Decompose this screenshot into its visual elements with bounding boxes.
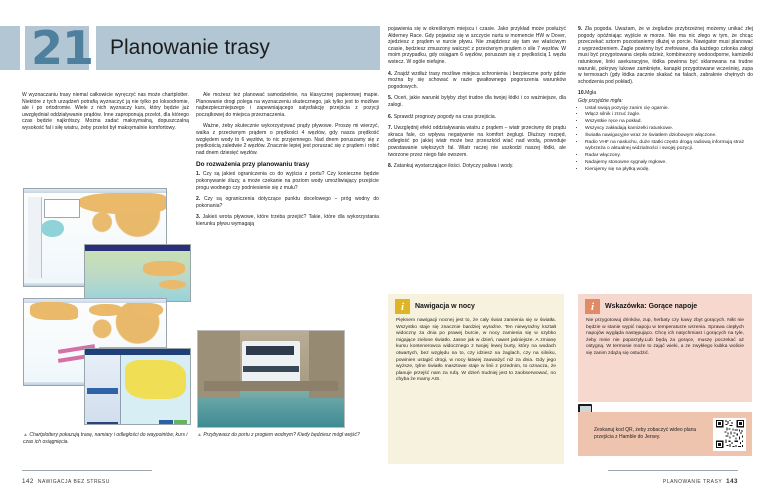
list-item: • Światła nawigacyjne wraz ze światłem dziobowym włączone. — [585, 133, 753, 139]
col4-item-10-lead: Gdy przyjdzie mgła: — [578, 97, 623, 104]
item-text: Mgła — [585, 90, 597, 97]
footer-right — [663, 478, 738, 485]
map-image — [85, 251, 190, 302]
item-text: Zła pogoda. Uważam, że w żegludze przybrzeżnej możemy unikać złej pogody opóźniając wyjście w morze. Nie ma nic złego w tym, że chcąc przeczekać sztorm pozostaniemy dłużej w porcie. Nawigator musi planować z wyprzedzeniem. Żagle powinny być zrefowane, dla każdego członka załogi musi być przygotowana ciepła odzież, kombinezony wodoodporne, kamizelki ratunkowe, linki asekuracyjne, łódka powinna być sklarowana na trudne warunki, pokrywy lukowe zamknięte, kanapki przygotowane wcześniej, zupa w termosach (gdy łódka zacznie skakać na falach, zabraknie chętnych do schodzenia pod pokład). — [578, 26, 753, 85]
col4-item-9 — [578, 26, 753, 85]
item-number: 1. — [196, 171, 201, 178]
item-text: Zatankuj wystarczające ilości. Dotyczy paliwa i wody. — [393, 163, 514, 170]
info-box-body: Nie przygotowuj drinków, zup, herbaty czy kawy zbyt gorących. Nikt nie będzie w stanie wypić napoju w temperaturze wrzenia. Sprawa ciepłych napojów wygląda następująco. Chcę ich natychmiast i gorących na tyle, żeby mnie nie poparzyły.Lub będą za gorące, muszę poczekać aż ostygną. W termosie może to zająć wieki, a ze zwykłego kubka wolicie się zanim zdążą się ostudzić. — [586, 318, 744, 356]
col2-paragraph-1: Ale możesz też planować samodzielnie, na klasycznej papierowej mapie. Planowanie drogi polega na wyznaczeniu skutecznego, jak tylko jest to możliwe najbezpieczniejszego i zapewniającego satysfakcję przejścia z pozycji początkowej do miejsca przeznaczenia. — [196, 92, 379, 118]
col2-figure-caption — [197, 432, 372, 439]
fog-checklist — [578, 106, 753, 174]
chapter-header — [0, 21, 380, 75]
col2-item-1 — [196, 171, 379, 191]
item-text: Czy są ograniczenia dotyczące punktu docelowego – próg wodny do pokonania? — [196, 196, 379, 209]
item-number: 6. — [388, 113, 393, 120]
item-number: 4. — [388, 70, 393, 77]
list-item: • Kierujemy się na płytką wodę. — [585, 167, 753, 173]
footer-left — [22, 478, 110, 485]
column-4 — [578, 26, 753, 174]
plotter-ui-image — [85, 355, 190, 425]
item-number: 10. — [578, 90, 586, 97]
info-icon: i — [395, 299, 410, 314]
chartplotter-screenshot-2 — [84, 244, 191, 302]
col1-paragraph-1: W wyznaczaniu trasy niemal całkowicie wyręczyć nas może chartplotter. Niektóre z tych urządzeń potrafią wyznaczyć ją nie tylko po loksodromie, ale i po ortodromie. Wiele z nich wyznaczy kurs, który będzie już uwzględniał oddziaływanie prądów. Inne zaproponują przelot, dla którego czas będzie najkrótszy. Można zadać maksymalną, dopuszczalną wysokość fal i siłę wiatru, żeby przelot był maksymalnie komfortowy. — [22, 92, 189, 131]
info-icon: i — [585, 299, 600, 314]
item-text: Jakieś wrota pływowe, które trzeba przejść? Takie, które dla wykorzystania kierunku pływu wymagają — [196, 214, 379, 227]
list-item: • Radar włączony. — [585, 153, 753, 159]
column-2 — [196, 92, 379, 233]
chapter-title: Planowanie trasy — [110, 36, 270, 59]
info-box-header — [578, 294, 752, 316]
col3-item-8 — [388, 163, 566, 170]
list-item: • Nadajemy stosowne sygnały mgłowe. — [585, 160, 753, 166]
col3-item-7 — [388, 125, 566, 158]
column-1 — [22, 92, 189, 137]
col2-item-3 — [196, 214, 379, 227]
caption-marker-icon: ▲ — [23, 432, 28, 438]
info-box-night-navigation — [388, 294, 564, 464]
list-item: • Wszyscy zakładają kamizelki ratunkowe. — [585, 126, 753, 132]
item-number: 9. — [578, 26, 583, 32]
item-text: Znajdź wzdłuż trasy możliwe miejsca schronienia i bezpieczne porty gdzie można by się schować w razie gwałtownego pogorszenia warunków pogodowych. — [388, 70, 567, 90]
page-number-right: 143 — [726, 478, 738, 485]
page-number-left: 142 — [22, 478, 34, 485]
info-box-title: Nawigacja w nocy — [415, 303, 475, 310]
book-title-left: NAWIGACJA BEZ STRESU — [37, 479, 110, 485]
item-number: 5. — [388, 95, 393, 102]
info-box-title: Wskazówka: Gorące napoje — [605, 303, 698, 310]
list-item: • Ustal swoją pozycję zanim cię ogarnie. — [585, 106, 753, 112]
col2-caption-text: Przybywasz do portu z progiem wodnym? Kiedy będziesz mógł wejść? — [203, 432, 360, 438]
col3-paragraph-1: pojawienia się w określonym miejscu i czasie. Jako przykład może posłużyć Alderney Race. Gdy pojawisz się w szczycie nurtu w momencie HW w Dover, zjedziesz z prądem w nurcie pływu. Nie znajdziesz się tam we właściwym czasie, będziesz zmuszony walczyć z przeciwnym prądem o sile 7 węzłów. W moim przypadku, gdy osiągam 6 węzłów, poruszam się z prędkością 1 węzła wstecz. W ogóle niefajne. — [388, 26, 566, 65]
qr-callout-text: Zeskanuj kod QR, żeby zobaczyć wideo planu przejścia z Hamble do Jersey. — [594, 427, 697, 440]
col3-item-4 — [388, 71, 566, 91]
qr-callout — [578, 412, 752, 456]
col1-figure-caption — [23, 432, 189, 445]
info-box-hot-drinks — [578, 294, 752, 402]
qr-code-icon[interactable] — [713, 418, 746, 451]
item-text: Oceń, jakie warunki byłyby zbyt trudne dla twojej łódki i co ważniejsze, dla załogi. — [388, 95, 566, 108]
item-number: 8. — [388, 163, 393, 170]
col3-item-6 — [388, 114, 566, 121]
item-number: 3. — [196, 214, 201, 221]
column-3 — [388, 26, 566, 175]
item-text: Uwzględnij efekt oddziaływania wiatru z prądem – wiatr przeciwny do prądu skraca fale, co wpływa negatywnie na komfort żeglugi. Dłuższy rozpęd, odległość po jakiej wiatr może bez przeszkód wiać nad wodą, powoduje powstawanie większych fal. Wiatr raczej nie uszkodzi naszej łódki, ale tworzone przez niego fale owszem. — [388, 125, 566, 158]
col2-paragraph-2: Ważne, żeby skutecznie wykorzystywać prądy pływowe. Proszę mi wierzyć, walka z przeciwnym prądem o prędkości 4 węzłów, gdy nasza prędkość względem wody to 6 węzłów, to nic przyjemnego. Nad dnem poruszamy się z prędkością zaledwie 2 węzłów. Znacznie lepiej jest poruszać się z prądem i robić nad dnem dziesięć węzłów. — [196, 123, 379, 156]
chartplotter-screenshot-4 — [84, 348, 191, 425]
list-item: • Wszystkie ręce na pokład. — [585, 119, 753, 125]
item-number: 2. — [196, 196, 201, 203]
info-box-body: Pięknem nawigacji nocnej jest to, że cały świat zamienia się w światła. Wszystko staje się znacznie bardziej wyraźne. Ten niewyraźny kształt widoczny za dnia po prawej burcie, w nocy zamienia się w szybko migające zielone światło. Jasne jak w dzień, nawet jaśniejsze. A zmianę kursu kontenerowca widocznego z twojej lewej burty, który na wodach otwartych, bez względu na to, czy idziesz na żaglach, czy na silniku, powinien ustąpić drogi, w nocy łatwiej zauważyć niż za dnia. Gdy jego wyższe, tylne światło masztowe staje w linii z przednim, to oznacza, że planuje przejść nam za rufą. W dzień trudniej jest to zaobserwować, no chyba że mamy AIS. — [396, 318, 556, 383]
caption-marker-icon: ▲ — [197, 432, 202, 438]
item-number: 7. — [388, 125, 393, 132]
col1-caption-text: Chartplottery pokazują trasę, namiary i odległości do waypointów, kurs i czas ich osiągnięcia. — [23, 432, 188, 445]
lock-photo — [197, 330, 345, 428]
chapter-number: 21 — [30, 21, 93, 75]
col2-section-heading: Do rozważenia przy planowaniu trasy — [196, 161, 310, 169]
col4-item-10 — [578, 90, 753, 97]
footer-rule-left — [22, 470, 152, 471]
list-item: • Włącz silnik i zrzuć żagle. — [585, 112, 753, 118]
col3-item-5 — [388, 95, 566, 108]
list-item: • Radio VHF na nasłuchu, duże statki często drogą radiową informują straż wybrzeża o aktualnej widzialności i swojej pozycji. — [585, 140, 753, 153]
item-text: Sprawdź prognozy pogody na czas przejścia. — [393, 113, 497, 120]
item-text: Czy są jakieś ograniczenia co do wyjścia z portu? Czy konieczne będzie pokonywanie śluzy, a może czekanie na poziom wody umożliwiający przejście progu wodnego czy podniesienie się z mułu? — [196, 171, 379, 191]
col2-item-2 — [196, 196, 379, 209]
header-band-left — [0, 26, 20, 70]
info-box-header — [388, 294, 564, 316]
chapter-title-right: PLANOWANIE TRASY — [663, 479, 723, 485]
footer-rule-right — [608, 470, 738, 471]
